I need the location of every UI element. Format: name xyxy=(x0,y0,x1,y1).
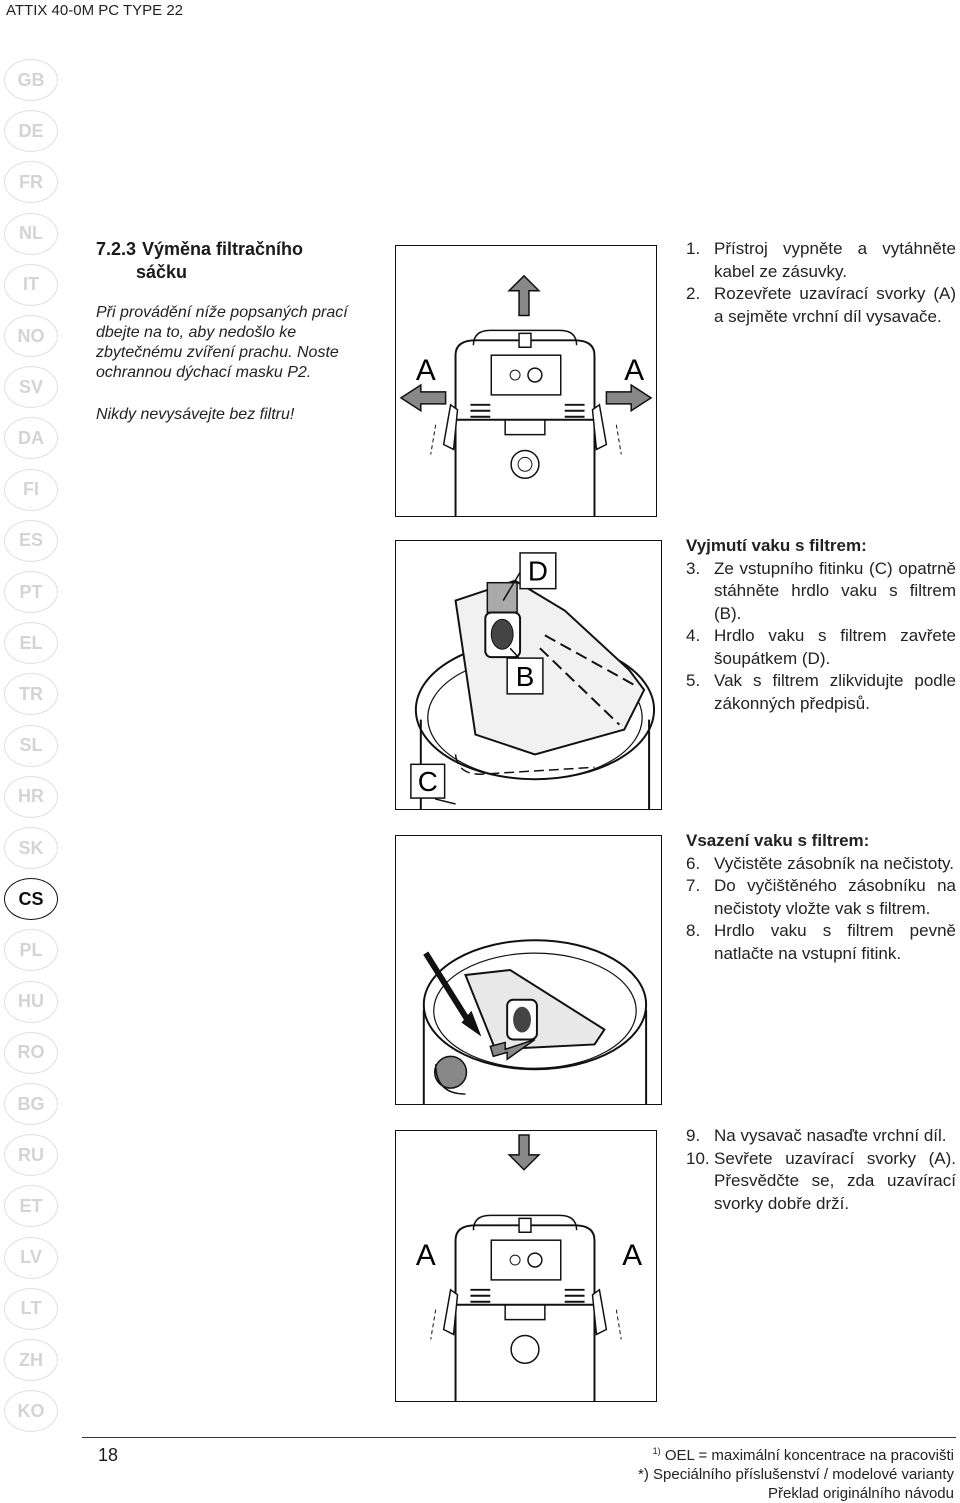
warning-note: Nikdy nevysávejte bez filtru! xyxy=(96,406,295,423)
figure-close-clamps xyxy=(395,1130,657,1402)
steps-heading: Vsazení vaku s filtrem: xyxy=(686,831,870,850)
label-d: D xyxy=(527,555,548,587)
language-tab-sv[interactable]: SV xyxy=(4,366,58,408)
language-tab-ru[interactable]: RU xyxy=(4,1134,58,1176)
filter-bag-insertion-illustration xyxy=(396,836,661,1104)
language-tab-lv[interactable]: LV xyxy=(4,1237,58,1279)
language-tab-el[interactable]: EL xyxy=(4,622,58,664)
safety-note: Při provádění níže popsaných prací dbejte na to, aby nedošlo ke zbytečnému zvíření prachu. Noste ochrannou dýchací masku P2. xyxy=(96,304,348,381)
language-tab-no[interactable]: NO xyxy=(4,315,58,357)
label-a-left: A xyxy=(415,354,436,388)
step-item: 1. Přístroj vypněte a vytáhněte kabel ze zásuvky. xyxy=(686,239,956,281)
language-tab-gb[interactable]: GB xyxy=(4,59,58,101)
step-item: 10. Sevřete uzavírací svorky (A). Přesvědčte se, zda uzavírací svorky dobře drží. xyxy=(686,1148,956,1213)
document-header: ATTIX 40-0M PC TYPE 22 xyxy=(6,2,184,19)
figure-remove-filter-bag xyxy=(395,540,662,810)
vacuum-head-illustration xyxy=(396,246,656,516)
label-b: B xyxy=(515,660,535,692)
step-item: 6. Vyčistěte zásobník na nečistoty. xyxy=(686,853,955,873)
step-item: 3. Ze vstupního fitinku (C) opatrně stáhněte hrdlo vaku s filtrem (B). xyxy=(686,558,956,623)
language-tab-hu[interactable]: HU xyxy=(4,981,58,1023)
step-item: 7. Do vyčištěného zásobníku na nečistoty vložte vak s filtrem. xyxy=(686,876,956,918)
label-a-right: A xyxy=(622,1239,643,1273)
language-tab-de[interactable]: DE xyxy=(4,110,58,152)
language-tab-ko[interactable]: KO xyxy=(4,1390,58,1432)
language-tab-tr[interactable]: TR xyxy=(4,673,58,715)
language-tab-fr[interactable]: FR xyxy=(4,161,58,203)
section-title-line1: Výměna filtračního xyxy=(142,239,304,259)
footer-notes xyxy=(638,1442,954,1503)
steps-heading: Vyjmutí vaku s filtrem: xyxy=(686,536,867,555)
footnote-oel: $^{1)}$ OEL = maximální koncentrace na pracovišti xyxy=(652,1446,954,1464)
language-tab-et[interactable]: ET xyxy=(4,1185,58,1227)
steps-group-2 xyxy=(686,535,956,715)
language-tab-sk[interactable]: SK xyxy=(4,827,58,869)
language-tab-cs[interactable]: CS xyxy=(4,878,58,920)
language-tab-es[interactable]: ES xyxy=(4,520,58,562)
language-tab-fi[interactable]: FI xyxy=(4,469,58,511)
language-tab-it[interactable]: IT xyxy=(4,264,58,306)
label-c: C xyxy=(417,766,438,798)
steps-group-3 xyxy=(686,830,956,965)
language-tab-lt[interactable]: LT xyxy=(4,1288,58,1330)
language-tab-nl[interactable]: NL xyxy=(4,213,58,255)
figure-insert-filter-bag xyxy=(395,835,662,1105)
footnote-translation: Překlad originálního návodu xyxy=(768,1485,954,1502)
page-number: 18 xyxy=(98,1445,119,1465)
step-item: 5. Vak s filtrem zlikvidujte podle zákonných předpisů. xyxy=(686,671,956,713)
footer-divider xyxy=(82,1437,956,1438)
step-item: 9. Na vysavač nasaďte vrchní díl. xyxy=(686,1126,947,1145)
section-number: 7.2.3 xyxy=(96,239,137,259)
step-item: 4. Hrdlo vaku s filtrem zavřete šoupátkem (D). xyxy=(686,626,956,668)
vacuum-head-closing-illustration xyxy=(396,1131,656,1401)
label-a-left: A xyxy=(415,1239,436,1273)
filter-bag-removal-illustration xyxy=(396,541,661,809)
step-item: 2. Rozevřete uzavírací svorky (A) a sejměte vrchní díl vysavače. xyxy=(686,284,956,326)
label-a-right: A xyxy=(624,354,645,388)
language-tab-ro[interactable]: RO xyxy=(4,1032,58,1074)
section-title xyxy=(96,238,356,284)
section-title-line2: sáčku xyxy=(136,262,188,282)
figure-open-clamps xyxy=(395,245,657,517)
language-tab-hr[interactable]: HR xyxy=(4,776,58,818)
language-tab-sl[interactable]: SL xyxy=(4,725,58,767)
language-tab-pt[interactable]: PT xyxy=(4,571,58,613)
intro-text xyxy=(96,303,386,447)
steps-group-1 xyxy=(686,238,956,328)
language-tab-zh[interactable]: ZH xyxy=(4,1339,58,1381)
language-tab-bg[interactable]: BG xyxy=(4,1083,58,1125)
steps-group-4 xyxy=(686,1125,956,1215)
language-tab-da[interactable]: DA xyxy=(4,417,58,459)
step-item: 8. Hrdlo vaku s filtrem pevně natlačte na vstupní fitink. xyxy=(686,921,956,963)
language-tab-pl[interactable]: PL xyxy=(4,929,58,971)
footnote-accessory: *) Speciálního příslušenství / modelové varianty xyxy=(638,1466,954,1483)
